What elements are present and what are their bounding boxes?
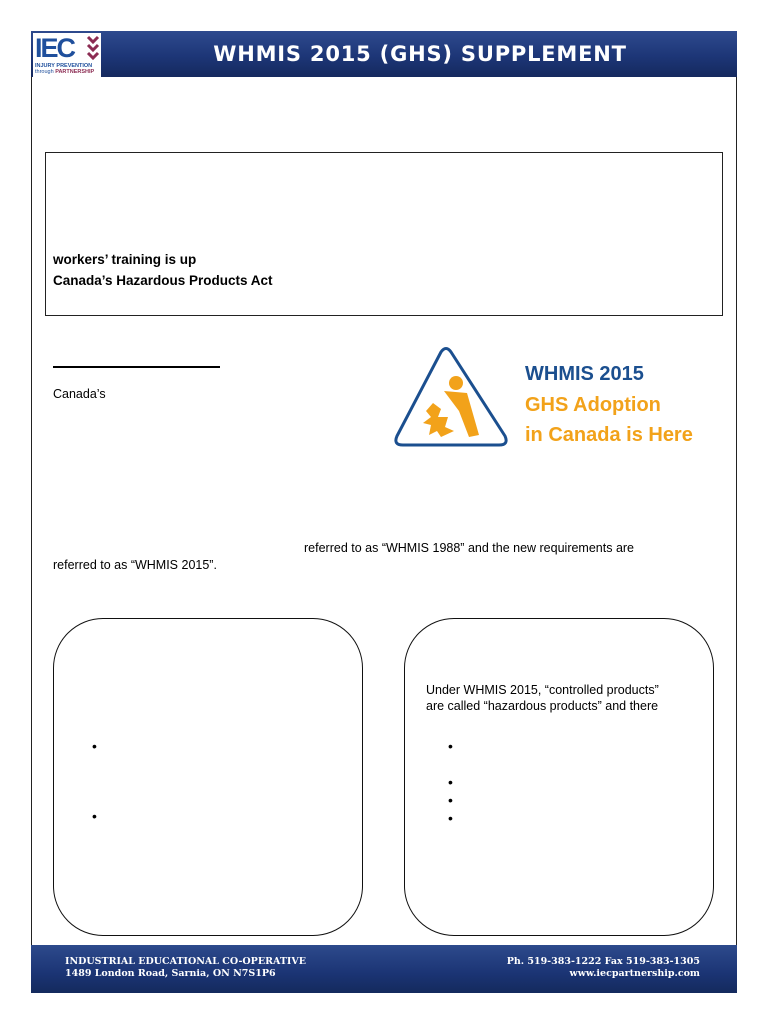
logo-tagline-emph: PARTNERSHIP <box>55 69 95 75</box>
footer-website: www.iecpartnership.com <box>569 968 700 979</box>
iec-logo <box>33 33 101 77</box>
bullet-icon: • <box>448 738 453 754</box>
logo-tagline-prefix: through <box>35 69 54 75</box>
panel-right-line-2: are called “hazardous products” and there <box>426 699 659 713</box>
section-heading-rule <box>53 366 220 368</box>
bullet-icon: • <box>448 810 453 826</box>
intro-line-2: Canada’s Hazardous Products Act <box>53 273 273 288</box>
section-text-3: referred to as “WHMIS 2015”. <box>53 558 217 572</box>
whmis-triangle-icon <box>389 333 519 467</box>
section-text-1: Canada’s <box>53 387 106 401</box>
chevron-down-icon <box>86 35 100 61</box>
bullet-icon: • <box>448 774 453 790</box>
logo-letters: IEC <box>35 33 75 63</box>
footer-phone: Ph. 519-383-1222 Fax 519-383-1305 <box>506 956 700 967</box>
hero-subtitle-1: GHS Adoption <box>525 394 661 416</box>
footer-address: 1489 London Road, Sarnia, ON N7S1P6 <box>65 968 276 979</box>
logo-tagline-2 <box>35 69 94 75</box>
whmis-graphic <box>389 333 701 467</box>
bullet-icon: • <box>92 738 97 754</box>
intro-box <box>45 152 723 316</box>
footer-org: INDUSTRIAL EDUCATIONAL CO-OPERATIVE <box>65 956 306 967</box>
hero-title: WHMIS 2015 <box>525 363 644 385</box>
panel-right-line-1: Under WHMIS 2015, “controlled products” <box>426 683 659 697</box>
section-text-2: referred to as “WHMIS 1988” and the new requirements are <box>304 541 635 555</box>
footer-bar <box>31 945 737 993</box>
info-panel-left <box>53 618 363 936</box>
bullet-icon: • <box>92 808 97 824</box>
bullet-icon: • <box>448 792 453 808</box>
page-title: WHMIS 2015 (GHS) SUPPLEMENT <box>213 42 627 66</box>
intro-line-1: workers’ training is up <box>53 252 197 267</box>
logo-tagline: INJURY PREVENTION <box>35 63 93 69</box>
hero-subtitle-2: in Canada is Here <box>525 424 693 446</box>
